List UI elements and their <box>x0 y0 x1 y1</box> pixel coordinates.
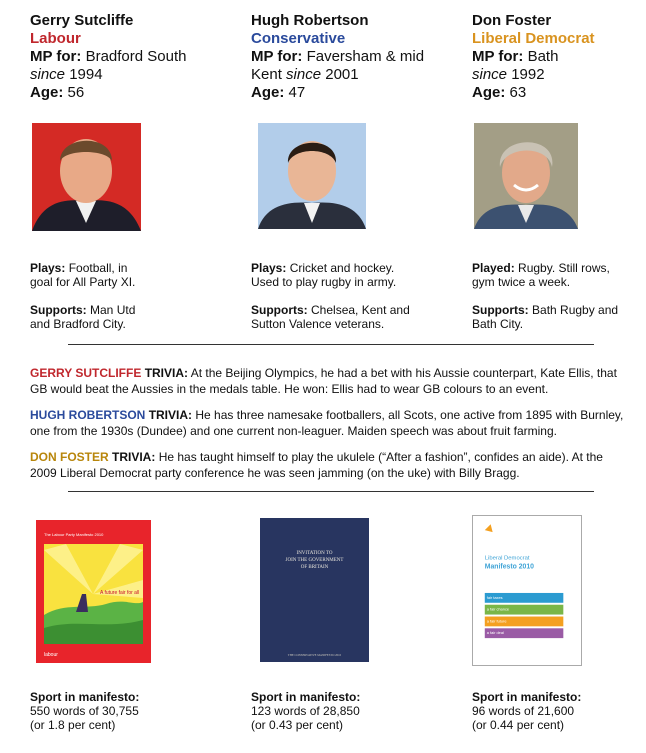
svg-text:The Labour Party Manifesto 201: The Labour Party Manifesto 2010 <box>44 532 104 537</box>
mp-party: Liberal Democrat <box>472 30 595 47</box>
mp-seat: MP for: Bradford South since 1994 <box>30 48 187 83</box>
mp-party: Conservative <box>251 30 346 47</box>
svg-text:OF BRITAIN: OF BRITAIN <box>300 565 329 570</box>
divider <box>68 491 594 492</box>
svg-text:Liberal Democrat: Liberal Democrat <box>484 555 530 562</box>
mp-name: Gerry Sutcliffe <box>30 12 134 29</box>
mp-facts-foster <box>472 261 622 345</box>
sport-percent: (or 0.43 per cent) <box>251 718 344 732</box>
sport-label: Sport in manifesto: <box>30 690 140 704</box>
labour-manifesto-cover <box>36 520 151 663</box>
svg-text:Manifesto 2010: Manifesto 2010 <box>484 563 534 571</box>
sport-label: Sport in manifesto: <box>251 690 361 704</box>
svg-text:JOIN THE GOVERNMENT: JOIN THE GOVERNMENT <box>285 558 344 563</box>
mp-seat: MP for: Faversham & mid Kent since 2001 <box>251 48 425 83</box>
svg-text:labour: labour <box>44 652 58 658</box>
sport-manifesto-labour <box>30 690 210 732</box>
sport-label: Sport in manifesto: <box>472 690 582 704</box>
trivia-name: GERRY SUTCLIFFE <box>30 366 142 380</box>
portrait-foster <box>474 123 578 229</box>
mp-seat: MP for: Bath since 1992 <box>472 48 559 83</box>
conservative-manifesto-cover <box>260 518 369 662</box>
portrait-sutcliffe <box>32 123 141 231</box>
mp-facts-sutcliffe <box>30 261 145 345</box>
supports-fact: Supports: Bath Rugby and Bath City. <box>472 303 619 331</box>
trivia-name: DON FOSTER <box>30 450 109 464</box>
mp-header-sutcliffe <box>30 12 210 102</box>
svg-text:a fair chance: a fair chance <box>486 606 510 612</box>
mp-header-foster <box>472 12 622 102</box>
trivia-name: HUGH ROBERTSON <box>30 408 146 422</box>
mp-name: Hugh Robertson <box>251 12 369 29</box>
sport-words: 123 words of 28,850 <box>251 704 360 718</box>
mp-name: Don Foster <box>472 12 552 29</box>
svg-text:fair taxes: fair taxes <box>486 594 503 600</box>
svg-text:THE CONSERVATIVE MANIFESTO 201: THE CONSERVATIVE MANIFESTO 2010 <box>287 653 342 657</box>
sport-words: 96 words of 21,600 <box>472 704 575 718</box>
sport-words: 550 words of 30,755 <box>30 704 139 718</box>
mp-age: Age: 63 <box>472 84 527 101</box>
svg-text:a fair deal: a fair deal <box>486 630 504 636</box>
plays-fact: Plays: Cricket and hockey. Used to play rugby in army. <box>251 261 397 289</box>
supports-fact: Supports: Man Utd and Bradford City. <box>30 303 136 331</box>
libdem-manifesto-cover <box>472 515 582 666</box>
trivia-sutcliffe: GERRY SUTCLIFFE TRIVIA: At the Beijing Olympics, he had a bet with his Aussie counterpart, Kate Ellis, that GB would beat the Aussies in the medals table. He won: Ellis had to wear GB colours to an event. <box>30 366 617 396</box>
plays-fact: Plays: Football, in goal for All Party XI. <box>30 261 136 289</box>
mp-party: Labour <box>30 30 81 47</box>
svg-text:A future fair for all: A future fair for all <box>100 590 140 596</box>
supports-fact: Supports: Chelsea, Kent and Sutton Valence veterans. <box>251 303 410 331</box>
trivia-robertson: HUGH ROBERTSON TRIVIA: He has three namesake footballers, all Scots, one active from 1895 with Burnley, one from the 1930s (Dundee) and one current non-leaguer. Maiden speech was about fruit farming. <box>30 408 624 438</box>
mp-age: Age: 56 <box>30 84 85 101</box>
portrait-robertson <box>258 123 366 229</box>
sport-manifesto-conservative <box>251 690 431 732</box>
plays-fact: Played: Rugby. Still rows, gym twice a week. <box>472 261 610 289</box>
trivia-foster: DON FOSTER TRIVIA: He has taught himself to play the ukulele (“After a fashion”, confides an aide). At the 2009 Liberal Democrat party conference he was seen jamming (on the uke) with Billy Bragg. <box>30 450 603 480</box>
sport-manifesto-libdem <box>472 690 646 732</box>
mp-age: Age: 47 <box>251 84 306 101</box>
svg-text:a fair future: a fair future <box>486 618 507 624</box>
mp-facts-robertson <box>251 261 416 345</box>
sport-percent: (or 0.44 per cent) <box>472 718 565 732</box>
divider <box>68 344 594 345</box>
mp-header-robertson <box>251 12 431 102</box>
svg-text:INVITATION TO: INVITATION TO <box>296 551 333 556</box>
sport-percent: (or 1.8 per cent) <box>30 718 116 732</box>
